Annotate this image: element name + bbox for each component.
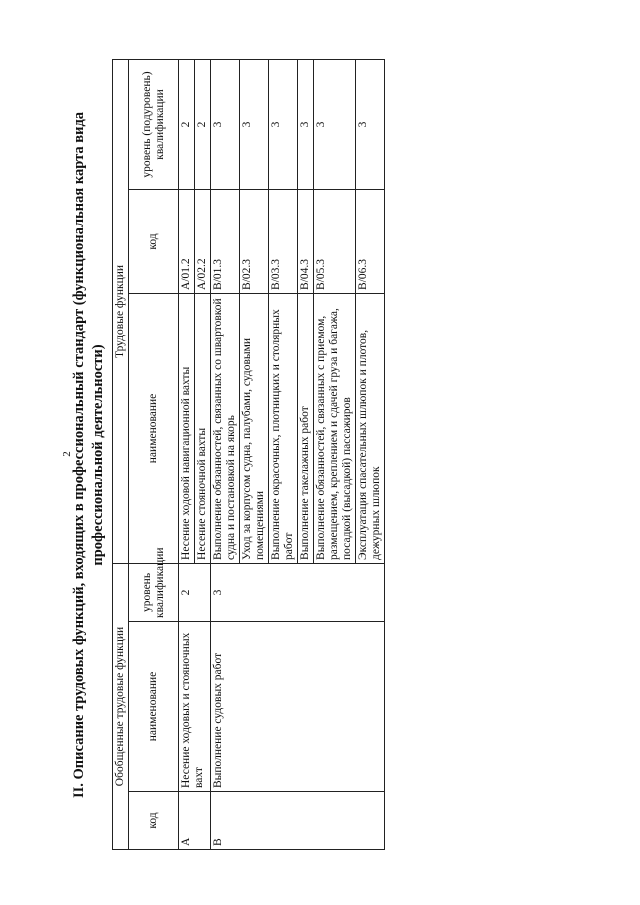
function-level: 3 <box>356 59 385 189</box>
function-level: 3 <box>240 59 269 189</box>
function-level: 3 <box>211 59 240 189</box>
function-code: B/03.3 <box>269 189 298 293</box>
column-header-function-code: код <box>129 189 179 293</box>
function-level: 2 <box>195 59 211 189</box>
rotated-page-content <box>70 60 410 850</box>
table-row <box>211 59 240 849</box>
labor-functions-header: Трудовые функции <box>113 59 129 563</box>
column-header-code: код <box>129 792 179 850</box>
function-level: 3 <box>314 59 356 189</box>
function-name: Выполнение окрасочных, плотницких и столярных работ <box>269 293 298 563</box>
function-code: A/02.2 <box>195 189 211 293</box>
function-code: B/01.3 <box>211 189 240 293</box>
gen-function-level: 3 <box>211 563 385 621</box>
section-title-line-2: профессиональной деятельности) <box>90 344 106 566</box>
function-code: B/06.3 <box>356 189 385 293</box>
section-title <box>70 60 110 850</box>
column-header-function-level: уровень (подуровень) квалификации <box>129 59 179 189</box>
gen-function-name: Выполнение судовых работ <box>211 622 385 792</box>
function-code: B/02.3 <box>240 189 269 293</box>
function-name: Выполнение такелажных работ <box>298 293 314 563</box>
gen-function-code: A <box>179 792 211 850</box>
function-name: Выполнение обязанностей, связанных со швартовкой судна и постановкой на якорь <box>211 293 240 563</box>
function-code: B/05.3 <box>314 189 356 293</box>
column-header-name: наименование <box>129 622 179 792</box>
column-header-level: уровень квалификации <box>129 563 179 621</box>
gen-function-level: 2 <box>179 563 211 621</box>
function-name: Уход за корпусом судна, палубами, судовыми помещениями <box>240 293 269 563</box>
table-row <box>179 59 195 849</box>
function-level: 3 <box>298 59 314 189</box>
gen-function-code: B <box>211 792 385 850</box>
section-title-line-1: II. Описание трудовых функций, входящих в профессиональный стандарт (функциональная карта вида <box>71 111 87 799</box>
function-code: B/04.3 <box>298 189 314 293</box>
function-name: Несение ходовой навигационной вахты <box>179 293 195 563</box>
generalized-functions-header: Обобщенные трудовые функции <box>113 563 129 849</box>
function-name: Несение стояночной вахты <box>195 293 211 563</box>
functional-map-table <box>112 59 385 850</box>
function-name: Эксплуатация спасательных шлюпок и плотов, дежурных шлюпок <box>356 293 385 563</box>
table-group-header-row <box>113 59 129 849</box>
table-column-header-row <box>129 59 179 849</box>
function-level: 2 <box>179 59 195 189</box>
page-number: 2 <box>60 451 73 457</box>
function-code: A/01.2 <box>179 189 195 293</box>
column-header-function-name: наименование <box>129 293 179 563</box>
function-level: 3 <box>269 59 298 189</box>
function-name: Выполнение обязанностей, связанных с приемом, размещением, креплением и сдачей груза и багажа, посадкой (высадкой) пассажиров <box>314 293 356 563</box>
gen-function-name: Несение ходовых и стояночных вахт <box>179 622 211 792</box>
